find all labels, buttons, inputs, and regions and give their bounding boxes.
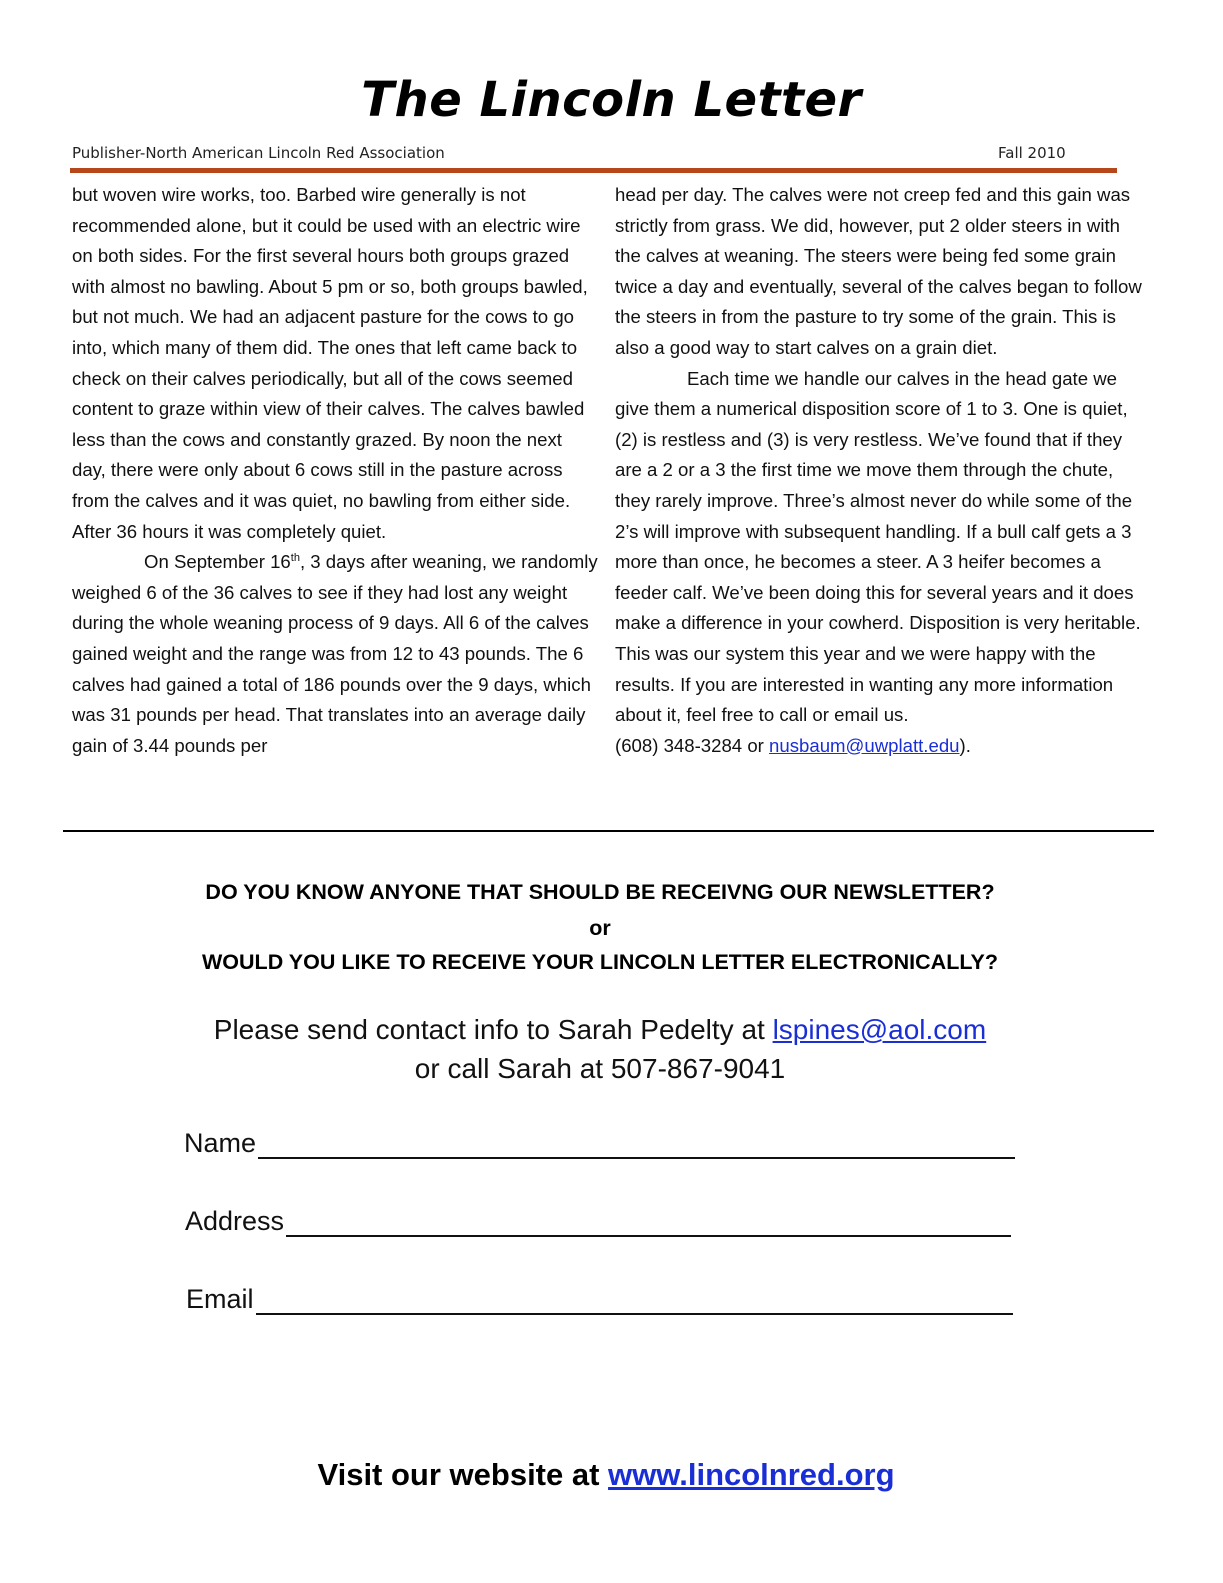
article-column-right: [615, 180, 1147, 761]
name-blank-line[interactable]: [258, 1131, 1015, 1159]
website-footer: [0, 1457, 1212, 1493]
signup-or: or: [589, 916, 611, 940]
contact-phone: or call Sarah at 507-867-9041: [414, 1053, 786, 1084]
publisher-line: Publisher-North American Lincoln Red Association: [72, 144, 445, 162]
email-blank-line[interactable]: [256, 1287, 1013, 1315]
email-field[interactable]: [186, 1284, 1013, 1315]
article-paragraph: Each time we handle our calves in the head gate we give them a numerical disposition score of 1 to 3. One is quiet, (2) is restless and (3) is very restless. We’ve found that if they are a 2 or a 3 the first time we move them through the chute, they rarely improve. Three’s almost never do while some of the 2’s will improve with subsequent handling. If a bull calf gets a 3 more than once, he becomes a steer. A 3 heifer becomes a feeder calf. We’ve been doing this for several years and it does make a difference in your cowherd. Disposition is very heritable. This was our system this year and we were happy with the results. If you are interested in wanting any more information about it, feel free to call or email us.: [615, 367, 1141, 726]
address-field[interactable]: [185, 1206, 1011, 1237]
address-blank-line[interactable]: [286, 1209, 1011, 1237]
website-link[interactable]: www.lincolnred.org: [608, 1457, 895, 1492]
signup-question-2: WOULD YOU LIKE TO RECEIVE YOUR LINCOLN LETTER ELECTRONICALLY?: [202, 950, 998, 974]
article-column-left: [72, 180, 600, 761]
section-divider: [63, 830, 1154, 832]
article-paragraph: but woven wire works, too. Barbed wire generally is not recommended alone, but it could be used with an electric wire on both sides. For the first several hours both groups grazed with almost no bawling. About 5 pm or so, both groups bawled, but not much. We had an adjacent pasture for the cows to go into, which many of them did. The ones that left came back to check on their calves periodically, but all of the cows seemed content to graze within view of their calves. The calves bawled less than the cows and constantly grazed. By noon the next day, there were only about 6 cows still in the pasture across from the calves and it was quiet, no bawling from either side. After 36 hours it was completely quiet.: [72, 184, 588, 542]
text-span: ).: [959, 734, 971, 756]
contact-line: [615, 731, 1147, 762]
text-span: Please send contact info to Sarah Pedelty at: [213, 1014, 773, 1045]
signup-question-1: DO YOU KNOW ANYONE THAT SHOULD BE RECEIVNG OUR NEWSLETTER?: [205, 880, 995, 904]
email-label: Email: [186, 1284, 254, 1314]
header-divider: [70, 168, 1117, 173]
article-paragraph: [72, 547, 600, 761]
contact-instructions: [0, 1014, 1200, 1046]
newsletter-title: The Lincoln Letter: [361, 72, 862, 128]
address-label: Address: [185, 1206, 285, 1236]
phone-text: (608) 348-3284 or: [615, 734, 770, 756]
text-span: On September 16: [144, 551, 291, 573]
article-paragraph: head per day. The calves were not creep fed and this gain was strictly from grass. We did, however, put 2 older steers in with the calves at weaning. The steers were being fed some grain twice a day and eventually, several of the calves began to follow the steers in from the pasture to try some of the grain. This is also a good way to start calves on a grain diet.: [615, 184, 1142, 358]
superscript: th: [290, 551, 300, 564]
name-field[interactable]: [184, 1128, 1015, 1159]
name-label: Name: [184, 1128, 257, 1158]
text-span: , 3 days after weaning, we randomly weighed 6 of the 36 calves to see if they had lost any weight during the whole weaning process of 9 days. All 6 of the calves gained weight and the range was from 12 to 43 pounds. The 6 calves had gained a total of 186 pounds over the 9 days, which was 31 pounds per head. That translates into an average daily gain of 3.44 pounds per: [72, 551, 598, 756]
contact-email-link[interactable]: lspines@aol.com: [772, 1014, 987, 1045]
author-email-link[interactable]: nusbaum@uwplatt.edu: [769, 734, 960, 756]
issue-date: Fall 2010: [998, 144, 1066, 162]
footer-text: Visit our website at: [317, 1457, 609, 1492]
